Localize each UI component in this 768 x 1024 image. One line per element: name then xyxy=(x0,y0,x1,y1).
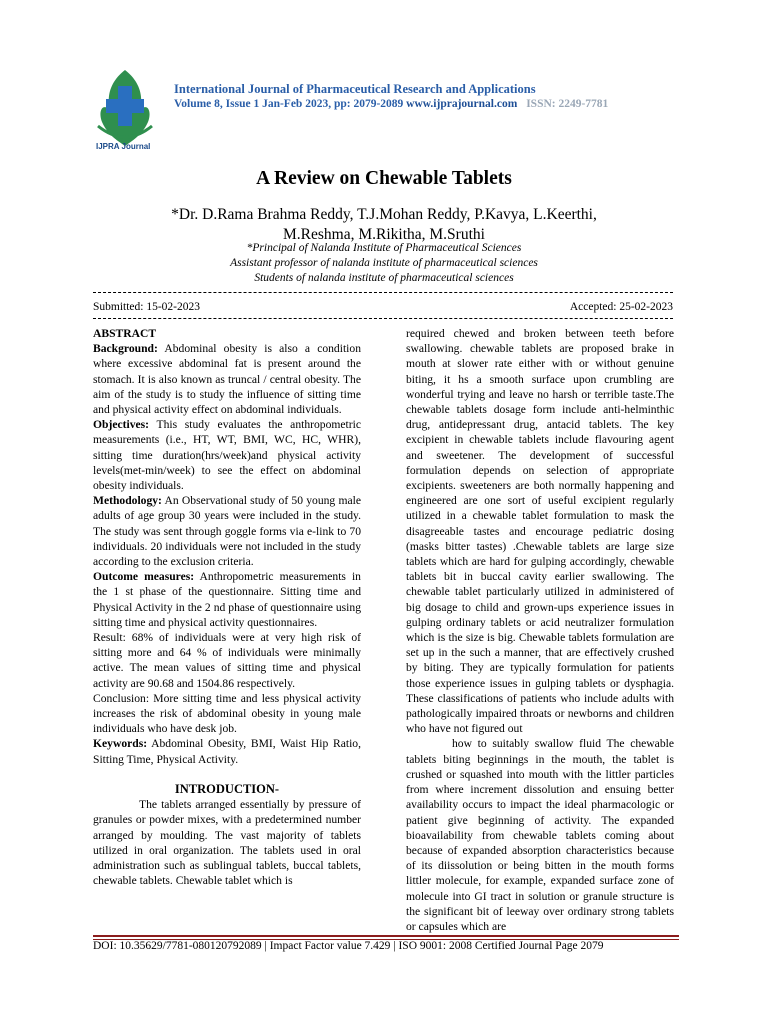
body-paragraph-2: how to suitably swallow fluid The chewable tablets biting beginnings in the mouth, the tablet is crushed or squashed into mouth with the littler particles from where increment dissolution and ensuing better availability occurs to impact the ideal pharmacologic or patient give beginning of activity. The expanded bioavailability from chewable tablets coming about because of expanded absorption characteristics because of its diissolution or being bitten in the mouth forms littler molecule, for example, expanded surface zone of molecule into GI tract in solution or granule structure is the significant bit of leeway over ordinary strong tablets or capsules which are xyxy=(406,737,674,933)
author-list xyxy=(100,205,668,245)
affiliation-2: Assistant professor of nalanda institute of pharmaceutical sciences xyxy=(230,257,538,269)
submission-dates xyxy=(93,301,673,313)
abstract-background xyxy=(93,341,361,417)
abstract-conclusion: Conclusion: More sitting time and less physical activity increases the risk of abdominal obesity in young male individuals who have desk job. xyxy=(93,691,361,736)
left-column xyxy=(93,326,361,888)
abstract-keywords xyxy=(93,736,361,766)
body-paragraph-1: required chewed and broken between teeth before swallowing. chewable tablets are proposed brake in mouth at slower rate either with or without genuine biting, it hs a smooth surface upon crumbling are wonderful trying and leave no harsh or terrible taste.The chewable tablets dosage form include anti-helminthic drug, antidepressant drug, antacid tablets. The key excipient in chewable tablets include flavouring agent and sweetener. The development of successful formulation depends on selection of appropriate excipients. sweeteners are both normally happening and engineered are one sort of useful excipient regularly utilized in a chewable tablet formulation to mask the disagreeable tastes and encourage pediatric dosing (masks bitter tastes) .Chewable tablets are large size tablets which are hard for gulping accordingly, chewable tablets bit in buccal cavity earlier swallowing. The chewable tablet particularly utilized in administered of big dosage to child and grown-ups experience issues in gulping ordinary tablets or acid neutralizer formulation which is the size is big. Chewable tablets formulation are set up in the such a manner, that are effectively crushed by biting. They are typically formulation for patients those experience issues in gulping tablets or dysphagia. These classifications of patients who include adults with pathologically impaired throats or newborns and children who have not figured out xyxy=(406,327,674,736)
affiliation-1: *Principal of Nalanda Institute of Pharmaceutical Sciences xyxy=(246,242,522,254)
authors-line-2: M.Reshma, M.Rikitha, M.Sruthi xyxy=(283,226,485,243)
background-label: Background: xyxy=(93,342,158,356)
journal-volume-line xyxy=(174,97,734,112)
keywords-label: Keywords: xyxy=(93,737,148,751)
page-footer: DOI: 10.35629/7781-080120792089 | Impact Factor value 7.429 | ISO 9001: 2008 Certified Journal Page 2079 xyxy=(93,940,604,952)
logo-caption: IJPRA Journal xyxy=(96,142,151,151)
abstract-outcome xyxy=(93,569,361,630)
abstract-methodology xyxy=(93,493,361,569)
submitted-date: Submitted: 15-02-2023 xyxy=(93,301,201,313)
journal-website-link[interactable]: www.ijprajournal.com xyxy=(406,98,518,110)
right-column xyxy=(406,326,674,934)
background-text: Abdominal obesity is also a condition where excessive abdominal fat is present around the stomach. It is also known as truncal / central obesity. The aim of the study is to study the influence of sitting time and physical activity effect on abdominal individuals. xyxy=(93,342,361,417)
authors-line-1: *Dr. D.Rama Brahma Reddy, T.J.Mohan Reddy, P.Kavya, L.Keerthi, xyxy=(171,206,597,223)
introduction-heading: INTRODUCTION- xyxy=(174,781,280,796)
objectives-text: This study evaluates the anthropometric measurements (i.e., HT, WT, BMI, WC, HC, WHR), sitting time duration(hrs/week)and physical activity levels(met-min/week) to see the effect on abdominal obesity individuals. xyxy=(93,418,361,493)
keywords-text: Abdominal Obesity, BMI, Waist Hip Ratio, Sitting Time, Physical Activity. xyxy=(93,737,361,766)
issn: ISSN: 2249-7781 xyxy=(526,98,609,110)
journal-name: International Journal of Pharmaceutical Research and Applications xyxy=(174,82,536,96)
volume-issue: Volume 8, Issue 1 Jan-Feb 2023, pp: 2079-2089 xyxy=(174,98,404,110)
divider-bottom xyxy=(93,318,673,319)
journal-header xyxy=(174,82,734,112)
abstract-result: Result: 68% of individuals were at very high risk of sitting more and 64 % of individuals were minimally active. The mean values of sitting time and physical activity are 90.68 and 1504.86 respectively. xyxy=(93,631,361,690)
methodology-label: Methodology: xyxy=(93,494,162,508)
journal-logo-icon xyxy=(92,66,158,152)
affiliations xyxy=(100,241,668,286)
outcome-text: Anthropometric measurements in the 1 st phase of the questionnaire. Sitting time and Physical Activity in the 2 nd phase of questionnaire using sitting time and physical activity questionnaires. xyxy=(93,570,361,629)
accepted-date: Accepted: 25-02-2023 xyxy=(569,301,673,313)
introduction-text: The tablets arranged essentially by pressure of granules or powder mixes, with a predetermined number arranged by moulding. The vast majority of tablets utilized in oral organization. The tablets used in oral administration such as sublingual tablets, buccal tablets, chewable tablets. Chewable tablet which is xyxy=(93,798,361,888)
abstract-objectives xyxy=(93,417,361,493)
objectives-label: Objectives: xyxy=(93,418,150,432)
methodology-text: An Observational study of 50 young male adults of age group 30 years were included in the study. The study was sent through goggle forms via e-link to 70 individuals. 20 individuals were not included in the study according to the exclusion criteria. xyxy=(93,494,361,569)
divider-top xyxy=(93,292,673,293)
abstract-heading: ABSTRACT xyxy=(93,327,157,340)
outcome-label: Outcome measures: xyxy=(93,570,195,584)
affiliation-3: Students of nalanda institute of pharmaceutical sciences xyxy=(254,272,514,284)
footer-rule xyxy=(93,935,679,937)
article-title: A Review on Chewable Tablets xyxy=(256,168,512,189)
